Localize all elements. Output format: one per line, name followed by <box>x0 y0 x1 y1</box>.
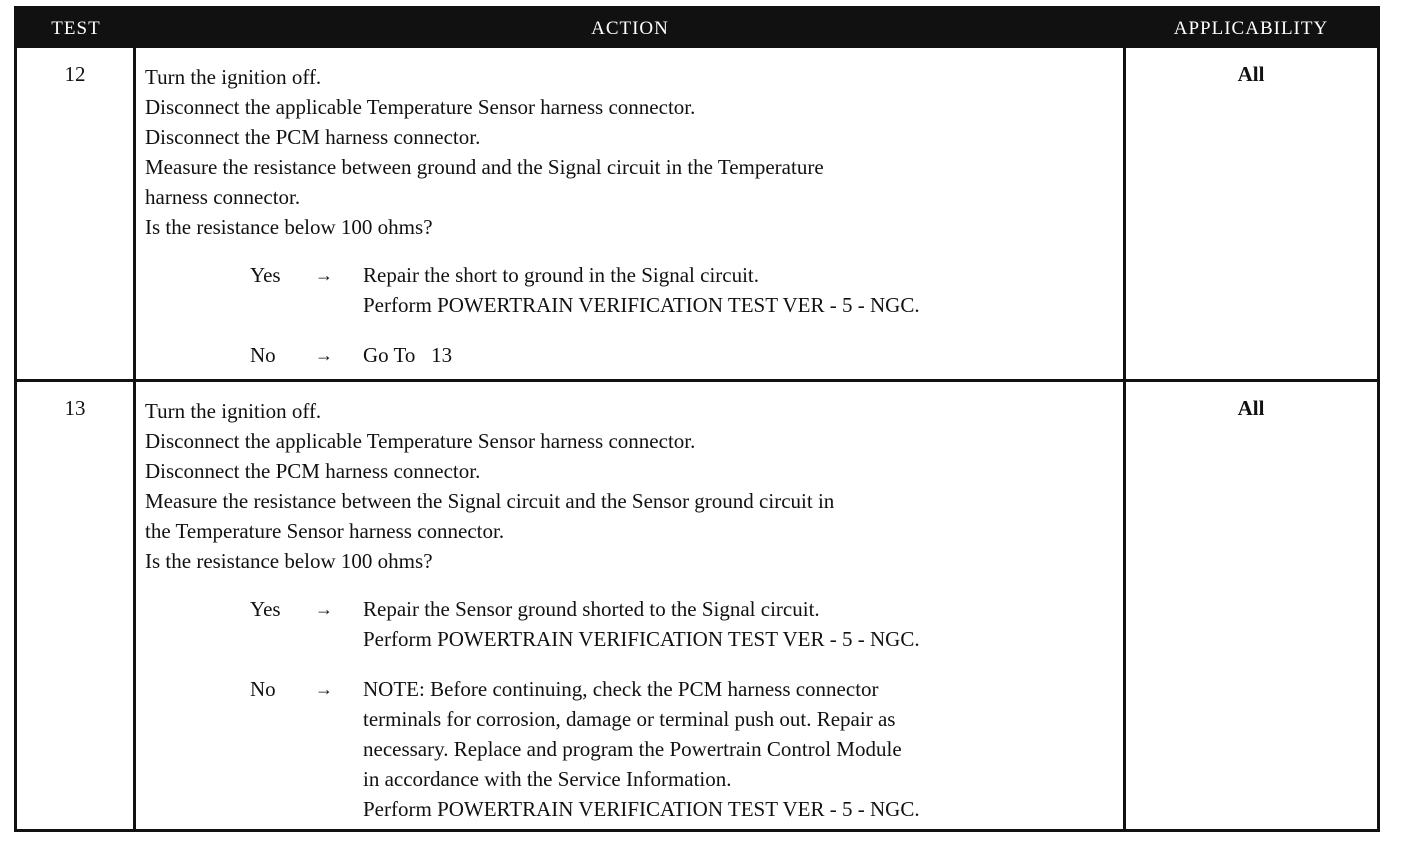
no-text <box>363 674 1119 824</box>
action-cell <box>145 396 1119 824</box>
arrow-right-icon: → <box>315 679 333 699</box>
action-step: Turn the ignition off. <box>145 399 322 423</box>
action-step: Disconnect the applicable Temperature Sensor harness connector. <box>145 95 696 119</box>
yes-label: Yes <box>250 597 281 621</box>
arrow-right-icon: → <box>315 265 333 285</box>
no-outcome <box>145 674 1119 824</box>
header-action: ACTION <box>591 18 669 39</box>
header-applicability: APPLICABILITY <box>1173 18 1329 39</box>
yes-text <box>363 594 1119 654</box>
action-step: Is the resistance below 100 ohms? <box>145 549 433 573</box>
yes-line: Repair the Sensor ground shorted to the Signal circuit. <box>363 597 820 621</box>
applicability-value: All <box>1237 62 1265 86</box>
action-step: Measure the resistance between the Signal circuit and the Sensor ground circuit in <box>145 489 835 513</box>
test-number: 13 <box>64 396 86 420</box>
arrow-right-icon: → <box>315 345 333 365</box>
no-label: No <box>250 343 276 367</box>
yes-line: Perform POWERTRAIN VERIFICATION TEST VER - 5 - NGC. <box>363 293 920 317</box>
action-step: Disconnect the applicable Temperature Sensor harness connector. <box>145 429 696 453</box>
no-text <box>363 340 1119 370</box>
no-line: Perform POWERTRAIN VERIFICATION TEST VER - 5 - NGC. <box>363 797 920 821</box>
no-line: Go To 13 <box>363 343 453 367</box>
outcomes <box>145 594 1119 824</box>
arrow-right-icon: → <box>315 599 333 619</box>
table-header <box>17 9 1377 48</box>
no-outcome <box>145 340 1119 370</box>
action-step: Measure the resistance between ground and the Signal circuit in the Temperature <box>145 155 824 179</box>
action-step: Disconnect the PCM harness connector. <box>145 125 481 149</box>
no-line: necessary. Replace and program the Powertrain Control Module <box>363 737 902 761</box>
action-cell <box>145 62 1119 370</box>
action-step: Disconnect the PCM harness connector. <box>145 459 481 483</box>
table-row <box>17 48 1377 379</box>
no-label: No <box>250 677 276 701</box>
diagnostic-test-table <box>14 6 1380 832</box>
yes-label: Yes <box>250 263 281 287</box>
yes-line: Perform POWERTRAIN VERIFICATION TEST VER - 5 - NGC. <box>363 627 920 651</box>
action-step: Is the resistance below 100 ohms? <box>145 215 433 239</box>
no-line: terminals for corrosion, damage or terminal push out. Repair as <box>363 707 896 731</box>
no-line: NOTE: Before continuing, check the PCM harness connector <box>363 677 879 701</box>
outcomes <box>145 260 1119 370</box>
header-test: TEST <box>51 18 101 39</box>
yes-outcome <box>145 260 1119 320</box>
yes-text <box>363 260 1119 320</box>
yes-outcome <box>145 594 1119 654</box>
test-number: 12 <box>64 62 86 86</box>
action-step: Turn the ignition off. <box>145 65 322 89</box>
no-line: in accordance with the Service Information. <box>363 767 732 791</box>
table-row <box>17 382 1377 829</box>
applicability-value: All <box>1237 396 1265 420</box>
action-step: the Temperature Sensor harness connector. <box>145 519 505 543</box>
action-step: harness connector. <box>145 185 301 209</box>
yes-line: Repair the short to ground in the Signal circuit. <box>363 263 760 287</box>
